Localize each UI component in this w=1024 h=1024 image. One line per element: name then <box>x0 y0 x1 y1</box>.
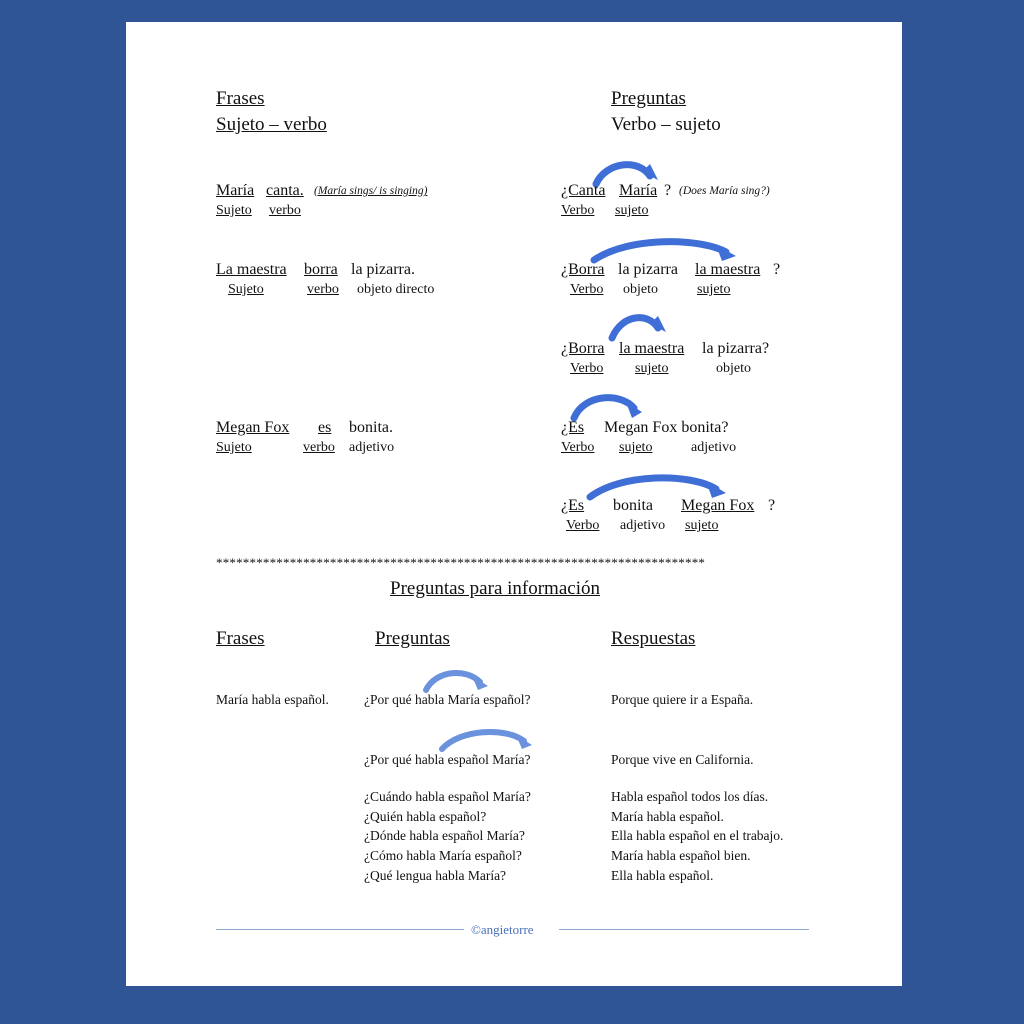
info-row-q: ¿Qué lengua habla María? <box>364 868 507 883</box>
section2-col-respuestas: Respuestas <box>611 628 696 649</box>
ex2a-arrow-icon <box>590 234 740 264</box>
left-title: Frases <box>216 88 265 109</box>
ex3b-label-verb: Verbo <box>566 518 600 533</box>
ex2-verb: borra <box>304 261 338 278</box>
footer-copyright: ©angietorre <box>471 922 534 937</box>
ex2a-q-subject: la maestra <box>695 261 761 278</box>
ex1-label-subject: Sujeto <box>216 203 252 218</box>
section2-col-frases: Frases <box>216 628 265 649</box>
ex2a-label-subject: sujeto <box>697 282 731 297</box>
ex2-label-object: objeto directo <box>357 282 435 297</box>
ex3-label-subject: Sujeto <box>216 440 252 455</box>
ex2b-q-subject: la maestra <box>619 340 685 357</box>
ex2b-q-object: la pizarra? <box>702 340 770 357</box>
ex3-label-adjective: adjetivo <box>349 440 395 455</box>
ex2a-label-verb: Verbo <box>570 282 604 297</box>
ex2-label-verb: verbo <box>307 282 339 297</box>
ex3-subject: Megan Fox <box>216 419 290 436</box>
right-title: Preguntas <box>611 88 686 109</box>
ex1-q-subject: María <box>619 182 658 199</box>
ex3b-label-subject: sujeto <box>685 518 719 533</box>
ex3a-label-subject: sujeto <box>619 440 653 455</box>
ex2-object: la pizarra. <box>351 261 415 278</box>
ex2b-arrow-icon <box>608 312 668 342</box>
ex2a-q-verb: ¿Borra <box>561 261 605 278</box>
ex3a-q-rest: Megan Fox bonita? <box>604 419 729 436</box>
ex2-label-subject: Sujeto <box>228 282 264 297</box>
ex3a-label-adjective: adjetivo <box>691 440 737 455</box>
info-row-a: Ella habla español. <box>611 868 714 883</box>
ex2b-label-object: objeto <box>716 361 751 376</box>
ex3-verb: es <box>318 419 332 436</box>
info-q1-arrow-icon <box>420 668 492 694</box>
ex1-q-mark: ? <box>664 182 672 199</box>
ex1-q-note: (Does María sing?) <box>679 185 770 197</box>
ex3a-label-verb: Verbo <box>561 440 595 455</box>
ex2b-label-subject: sujeto <box>635 361 669 376</box>
ex2a-q-object: la pizarra <box>618 261 678 278</box>
ex3b-label-adjective: adjetivo <box>620 518 666 533</box>
ex3b-q-subject: Megan Fox <box>681 497 755 514</box>
ex3b-q-adjective: bonita <box>613 497 653 514</box>
ex1-note: (María sings/ is singing) <box>314 185 428 197</box>
ex2b-label-verb: Verbo <box>570 361 604 376</box>
ex1-verb: canta. <box>266 182 304 199</box>
ex1-label-verb: verbo <box>269 203 301 218</box>
info-row-a: María habla español bien. <box>611 848 751 863</box>
ex1-q-label-subject: sujeto <box>615 203 649 218</box>
ex1-subject: María <box>216 182 255 199</box>
info-q2: ¿Por qué habla español María? <box>364 752 531 767</box>
right-subtitle: Verbo – sujeto <box>611 114 721 135</box>
ex2b-q-verb: ¿Borra <box>561 340 605 357</box>
info-q2-arrow-icon <box>436 727 536 753</box>
ex2-subject: La maestra <box>216 261 287 278</box>
info-row-q: ¿Quién habla español? <box>364 809 487 824</box>
info-row-a: Habla español todos los días. <box>611 789 769 804</box>
ex3b-q-verb: ¿Es <box>561 497 585 514</box>
info-row-q: ¿Cuándo habla español María? <box>364 789 531 804</box>
section2-title: Preguntas para información <box>390 578 600 599</box>
ex1-q-label-verb: Verbo <box>561 203 595 218</box>
info-row-q: ¿Dónde habla español María? <box>364 828 525 843</box>
ex3a-arrow-icon <box>570 392 646 422</box>
section2-col-preguntas: Preguntas <box>375 628 450 649</box>
info-row-q: ¿Cómo habla María español? <box>364 848 522 863</box>
left-subtitle: Sujeto – verbo <box>216 114 327 135</box>
section2-frase: María habla español. <box>216 692 329 707</box>
footer-line-right <box>559 929 809 930</box>
ex3b-q-mark: ? <box>768 497 776 514</box>
worksheet-page <box>126 22 902 986</box>
asterisk-divider: ************************************************************************* <box>216 556 706 569</box>
ex1-q-verb: ¿Canta <box>561 182 606 199</box>
ex3a-q-verb: ¿Es <box>561 419 585 436</box>
footer-line-left <box>216 929 464 930</box>
info-a1: Porque quiere ir a España. <box>611 692 754 707</box>
ex3-label-verb: verbo <box>303 440 335 455</box>
ex2a-q-mark: ? <box>773 261 781 278</box>
ex2a-label-object: objeto <box>623 282 658 297</box>
info-q1: ¿Por qué habla María español? <box>364 692 531 707</box>
info-row-a: Ella habla español en el trabajo. <box>611 828 784 843</box>
info-a2: Porque vive en California. <box>611 752 754 767</box>
info-row-a: María habla español. <box>611 809 724 824</box>
ex3-adjective: bonita. <box>349 419 393 436</box>
